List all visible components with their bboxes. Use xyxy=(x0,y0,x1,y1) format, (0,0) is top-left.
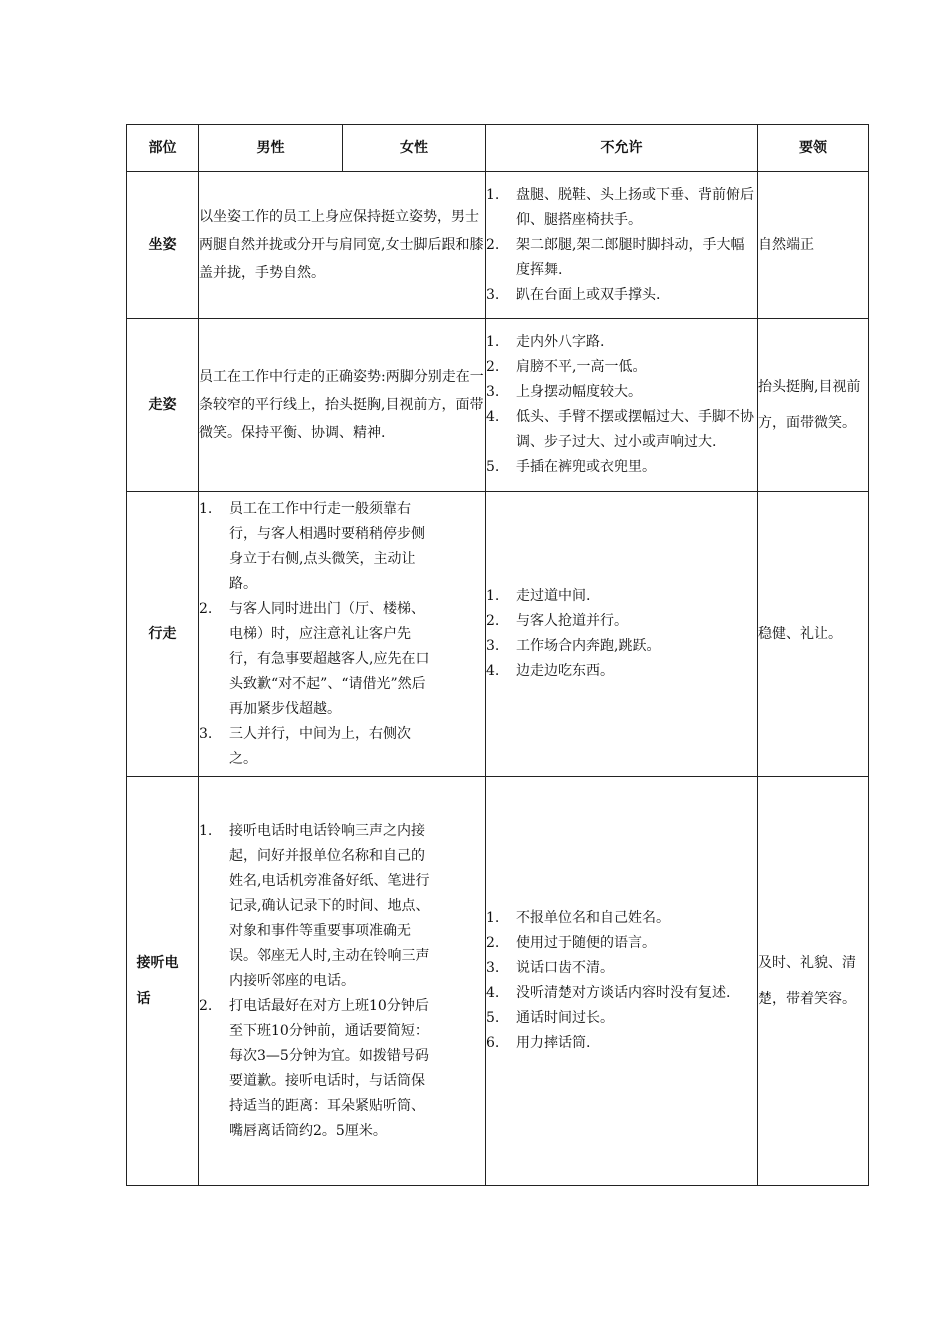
list-item: 4. 低头、手臂不摆或摆幅过大、手脚不协调、步子过大、过小或声响过大. xyxy=(486,409,754,450)
list-item: 4. 没听清楚对方谈话内容时没有复述. xyxy=(486,985,731,1001)
not-allowed-cell xyxy=(486,319,758,492)
table-row xyxy=(127,777,869,1186)
list-item: 3. 上身摆动幅度较大。 xyxy=(486,384,642,400)
description-text: 员工在工作中行走的正确姿势:两脚分别走在一条较窄的平行线上，抬头挺胸,目视前方，面带微笑。保持平衡、协调、精神. xyxy=(199,369,484,441)
header-part: 部位 xyxy=(127,125,199,172)
list-item: 3. 说话口齿不清。 xyxy=(486,960,614,976)
description-text: 以坐姿工作的员工上身应保持挺立姿势，男士两腿自然并拢或分开与肩同宽,女士脚后跟和膝盖并拢，手势自然。 xyxy=(199,209,484,281)
description-list xyxy=(199,819,435,1144)
description-cell xyxy=(199,319,486,492)
list-item: 3. 工作场合内奔跑,跳跃。 xyxy=(486,638,661,654)
list-item: 1. 不报单位名和自己姓名。 xyxy=(486,910,670,926)
list-item: 2. 架二郎腿,架二郎腿时脚抖动，手大幅度挥舞. xyxy=(486,236,745,278)
part-label: 坐姿 xyxy=(148,237,177,253)
essentials-cell: 抬头挺胸,目视前方，面带微笑。 xyxy=(758,319,869,492)
list-item: 4. 边走边吃东西。 xyxy=(486,663,614,679)
list-item: 2. 打电话最好在对方上班10分钟后至下班10分钟前，通话要简短：每次3—5分钟为宜。如拨错号码要道歉。接听电话时，与话筒保持适当的距离：耳朵紧贴听筒、嘴唇离话筒约2。5厘米。 xyxy=(199,997,429,1139)
header-not-allowed: 不允许 xyxy=(486,125,758,172)
not-allowed-list xyxy=(486,183,757,308)
header-male: 男性 xyxy=(199,125,343,172)
description-cell xyxy=(199,777,486,1186)
list-item: 1. 盘腿、脱鞋、头上扬或下垂、背前俯后仰、腿搭座椅扶手。 xyxy=(486,186,754,228)
list-item: 2. 与客人同时进出门（厅、楼梯、电梯）时，应注意礼让客户先行，有急事要超越客人,应先在口头致歉“对不起”、“请借光”然后再加紧步伐超越。 xyxy=(199,600,430,717)
header-essentials: 要领 xyxy=(758,125,869,172)
not-allowed-cell xyxy=(486,492,758,777)
essentials-cell: 自然端正 xyxy=(758,172,869,319)
list-item: 5. 通话时间过长。 xyxy=(486,1010,614,1026)
table-row xyxy=(127,492,869,777)
table-row xyxy=(127,319,869,492)
list-item: 6. 用力摔话筒. xyxy=(486,1035,591,1051)
not-allowed-list xyxy=(486,330,757,480)
list-item: 3. 三人并行，中间为上，右侧次之。 xyxy=(199,725,411,767)
list-item: 2. 使用过于随便的语言。 xyxy=(486,935,656,951)
list-item: 1. 走过道中间. xyxy=(486,588,591,604)
list-item: 2. 与客人抢道并行。 xyxy=(486,613,628,629)
not-allowed-list xyxy=(486,584,757,684)
list-item: 5. 手插在裤兜或衣兜里。 xyxy=(486,459,656,475)
part-label: 走姿 xyxy=(148,397,177,413)
description-cell xyxy=(199,492,486,777)
part-label: 接听电话 xyxy=(136,955,179,1007)
list-item: 3. 趴在台面上或双手撑头. xyxy=(486,286,661,303)
not-allowed-list xyxy=(486,906,757,1056)
description-cell xyxy=(199,172,486,319)
list-item: 1. 接听电话时电话铃响三声之内接起，问好并报单位名称和自己的姓名,电话机旁准备好纸、笔进行记录,确认记录下的时间、地点、对象和事件等重要事项准确无误。邻座无人时,主动在铃响三声内接听邻座的电话。 xyxy=(199,822,430,989)
essentials-cell: 稳健、礼让。 xyxy=(758,492,869,777)
etiquette-table xyxy=(126,124,869,1186)
header-female: 女性 xyxy=(343,125,486,172)
not-allowed-cell xyxy=(486,777,758,1186)
header-row xyxy=(127,125,869,172)
table-row xyxy=(127,172,869,319)
list-item: 1. 员工在工作中行走一般须靠右行，与客人相遇时要稍稍停步侧身立于右侧,点头微笑，主动让路。 xyxy=(199,500,425,592)
not-allowed-cell xyxy=(486,172,758,319)
essentials-cell: 及时、礼貌、清楚，带着笑容。 xyxy=(758,777,869,1186)
list-item: 1. 走内外八字路. xyxy=(486,334,605,350)
list-item: 2. 肩膀不平,一高一低。 xyxy=(486,359,647,375)
part-label: 行走 xyxy=(148,626,177,642)
description-list xyxy=(199,497,435,772)
